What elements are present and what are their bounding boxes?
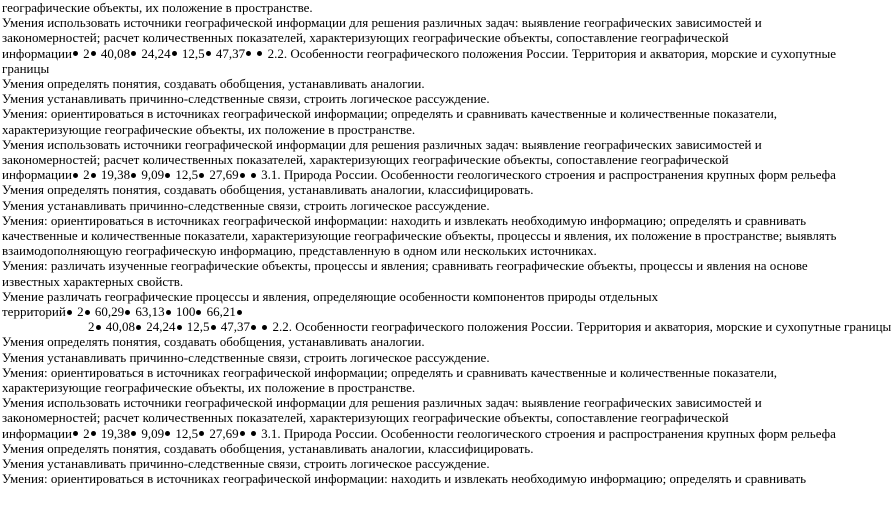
text-fragment: 19,38 bbox=[97, 167, 131, 183]
text-fragment: 12,5 bbox=[172, 167, 199, 183]
bullet-dot-icon bbox=[240, 431, 245, 436]
text-line bbox=[2, 15, 814, 30]
bullet-dot-icon bbox=[165, 173, 170, 178]
bullet-dot-icon bbox=[257, 51, 262, 56]
text-fragment: Умения определять понятия, создавать обобщения, устанавливать аналогии, классифицировать. bbox=[2, 440, 534, 456]
text-fragment: Умения устанавливать причинно-следственные связи, строить логическое рассуждение. bbox=[2, 197, 490, 213]
text-line bbox=[2, 137, 814, 152]
text-fragment: 60,29 bbox=[91, 304, 125, 320]
text-fragment: Умение различать географические процессы и явления, определяющие особенности компонентов природы отдельных bbox=[2, 288, 659, 304]
text-line bbox=[2, 425, 836, 441]
text-line bbox=[2, 319, 891, 335]
bullet-dot-icon bbox=[251, 431, 256, 436]
text-fragment: 2 bbox=[79, 167, 90, 183]
text-line bbox=[2, 182, 814, 197]
text-fragment: 40,08 bbox=[97, 45, 131, 61]
bullet-dot-icon bbox=[246, 51, 251, 56]
bullet-dot-icon bbox=[91, 51, 96, 56]
text-fragment: Умения устанавливать причинно-следственные связи, строить логическое рассуждение. bbox=[2, 91, 490, 107]
bullet-dot-icon bbox=[73, 173, 78, 178]
text-fragment: Умения: ориентироваться в источниках географической информации; определять и сравнивать качественные и количественные показатели, bbox=[2, 364, 778, 380]
text-fragment: Умения устанавливать причинно-следственные связи, строить логическое рассуждение. bbox=[2, 456, 490, 472]
text-fragment bbox=[247, 426, 250, 441]
text-fragment: 2 bbox=[79, 45, 90, 61]
text-fragment: 100 bbox=[172, 304, 196, 320]
bullet-dot-icon bbox=[251, 173, 256, 178]
bullet-dot-icon bbox=[196, 310, 201, 315]
text-fragment: 47,37 bbox=[212, 45, 246, 61]
text-fragment: границы bbox=[2, 60, 50, 76]
text-fragment: 63,13 bbox=[132, 304, 165, 320]
text-fragment: 24,24 bbox=[143, 319, 176, 335]
text-line bbox=[2, 441, 814, 456]
bullet-dot-icon bbox=[240, 173, 245, 178]
text-fragment: 27,69 bbox=[206, 167, 239, 183]
text-line bbox=[2, 152, 814, 167]
text-fragment: известных характерных свойств. bbox=[2, 273, 184, 289]
bullet-dot-icon bbox=[165, 431, 170, 436]
text-fragment: Умения определять понятия, создавать обобщения, устанавливать аналогии, классифицировать. bbox=[2, 182, 534, 198]
bullet-dot-icon bbox=[73, 431, 78, 436]
text-fragment: информации bbox=[2, 167, 72, 183]
text-fragment: 40,08 bbox=[102, 319, 135, 335]
text-line bbox=[2, 228, 837, 244]
bullet-dot-icon bbox=[91, 431, 96, 436]
text-line bbox=[2, 76, 814, 91]
bullet-dot-icon bbox=[131, 173, 136, 178]
text-fragment: 12,5 bbox=[178, 45, 205, 61]
text-fragment: 3.1. Природа России. Особенности геологического строения и распространения крупных форм рельефа bbox=[257, 167, 836, 183]
text-fragment: Умения использовать источники географической информации для решения различных задач: выявление географических зависимостей и bbox=[2, 136, 762, 152]
bullet-dot-icon bbox=[67, 310, 72, 315]
bullet-dot-icon bbox=[131, 431, 136, 436]
text-fragment bbox=[253, 46, 256, 61]
text-line bbox=[2, 471, 814, 486]
text-fragment bbox=[258, 319, 261, 334]
text-line bbox=[2, 0, 814, 15]
bullet-dot-icon bbox=[206, 51, 211, 56]
text-fragment: закономерностей; расчет количественных показателей, характеризующих географические объекты, сопоставление географической bbox=[2, 30, 729, 46]
text-line bbox=[2, 258, 814, 273]
bullet-dot-icon bbox=[136, 325, 141, 330]
text-line bbox=[2, 243, 814, 258]
text-fragment: Умения: ориентироваться в источниках географической информации: находить и извлекать необходимую информацию; определять и сравнивать bbox=[2, 471, 807, 487]
text-fragment: 9,09 bbox=[138, 425, 165, 441]
text-line bbox=[2, 198, 814, 213]
text-fragment: 12,5 bbox=[183, 319, 210, 335]
text-fragment: качественные и количественные показатели, характеризующие географические объекты, процессы и явления, их положение в пространстве; выявлять bbox=[2, 228, 837, 244]
bullet-dot-icon bbox=[91, 173, 96, 178]
text-fragment: географические объекты, их положение в пространстве. bbox=[2, 0, 313, 15]
text-fragment: территорий bbox=[2, 304, 66, 320]
text-fragment: Умения использовать источники географической информации для решения различных задач: выявление географических зависимостей и bbox=[2, 15, 762, 31]
text-fragment: характеризующие географические объекты, их положение в пространстве. bbox=[2, 121, 416, 137]
text-fragment: 27,69 bbox=[206, 425, 239, 441]
text-line bbox=[2, 410, 814, 425]
text-fragment: 2 bbox=[73, 304, 84, 320]
text-fragment: Умения: ориентироваться в источниках географической информации; определять и сравнивать качественные и количественные показатели, bbox=[2, 106, 778, 122]
text-fragment: 2.2. Особенности географического положения России. Территория и акватория, морские и сухопутные bbox=[264, 45, 836, 61]
text-line bbox=[2, 365, 814, 380]
text-line bbox=[2, 106, 814, 121]
text-fragment bbox=[247, 167, 250, 182]
text-fragment: 12,5 bbox=[172, 425, 199, 441]
text-fragment: Умения определять понятия, создавать обобщения, устанавливать аналогии. bbox=[2, 334, 425, 350]
text-fragment: 19,38 bbox=[97, 425, 131, 441]
text-fragment: информации bbox=[2, 45, 72, 61]
text-line bbox=[2, 167, 836, 183]
bullet-dot-icon bbox=[172, 51, 177, 56]
text-fragment: закономерностей; расчет количественных показателей, характеризующих географические объекты, сопоставление географической bbox=[2, 410, 729, 426]
text-line bbox=[2, 350, 814, 365]
bullet-dot-icon bbox=[131, 51, 136, 56]
text-fragment: 2 bbox=[79, 425, 90, 441]
text-fragment: Умения устанавливать причинно-следственные связи, строить логическое рассуждение. bbox=[2, 349, 490, 365]
text-line bbox=[2, 122, 814, 137]
text-line bbox=[2, 304, 814, 319]
text-fragment: взаимодополняющую географическую информацию, представленную в одном или нескольких источниках. bbox=[2, 243, 597, 259]
bullet-dot-icon bbox=[199, 173, 204, 178]
text-fragment: Умения: ориентироваться в источниках географической информации: находить и извлекать необходимую информацию; определять и сравнивать bbox=[2, 212, 807, 228]
bullet-dot-icon bbox=[262, 325, 267, 330]
text-fragment: информации bbox=[2, 425, 72, 441]
bullet-dot-icon bbox=[166, 310, 171, 315]
text-fragment: характеризующие географические объекты, их положение в пространстве. bbox=[2, 380, 416, 396]
bullet-dot-icon bbox=[211, 325, 216, 330]
text-fragment: 2.2. Особенности географического положения России. Территория и акватория, морские и сухопутные границы bbox=[269, 319, 891, 335]
bullet-dot-icon bbox=[85, 310, 90, 315]
text-fragment: Умения использовать источники географической информации для решения различных задач: выявление географических зависимостей и bbox=[2, 395, 762, 411]
text-fragment: 9,09 bbox=[138, 167, 165, 183]
bullet-dot-icon bbox=[96, 325, 101, 330]
bullet-dot-icon bbox=[237, 310, 242, 315]
text-line bbox=[2, 30, 814, 45]
text-line bbox=[2, 274, 814, 289]
text-line bbox=[2, 289, 814, 304]
text-line bbox=[2, 61, 814, 76]
text-fragment: Умения: различать изученные географические объекты, процессы и явления; сравнивать географические объекты, процессы и явления на основе bbox=[2, 258, 808, 274]
text-fragment: 24,24 bbox=[138, 45, 171, 61]
text-line bbox=[2, 213, 814, 228]
text-fragment: 66,21 bbox=[203, 304, 236, 320]
bullet-dot-icon bbox=[125, 310, 130, 315]
bullet-dot-icon bbox=[73, 51, 78, 56]
text-line bbox=[2, 395, 814, 410]
text-fragment: Умения определять понятия, создавать обобщения, устанавливать аналогии. bbox=[2, 76, 425, 92]
text-line bbox=[2, 456, 814, 471]
text-fragment: закономерностей; расчет количественных показателей, характеризующих географические объекты, сопоставление географической bbox=[2, 152, 729, 168]
text-fragment: 47,37 bbox=[217, 319, 250, 335]
bullet-dot-icon bbox=[177, 325, 182, 330]
text-line bbox=[2, 45, 836, 61]
text-line bbox=[2, 91, 814, 106]
bullet-dot-icon bbox=[251, 325, 256, 330]
text-line bbox=[2, 334, 814, 349]
text-fragment: 3.1. Природа России. Особенности геологического строения и распространения крупных форм рельефа bbox=[257, 425, 836, 441]
text-line bbox=[2, 380, 814, 395]
bullet-dot-icon bbox=[199, 431, 204, 436]
text-fragment: 2 bbox=[88, 319, 95, 335]
